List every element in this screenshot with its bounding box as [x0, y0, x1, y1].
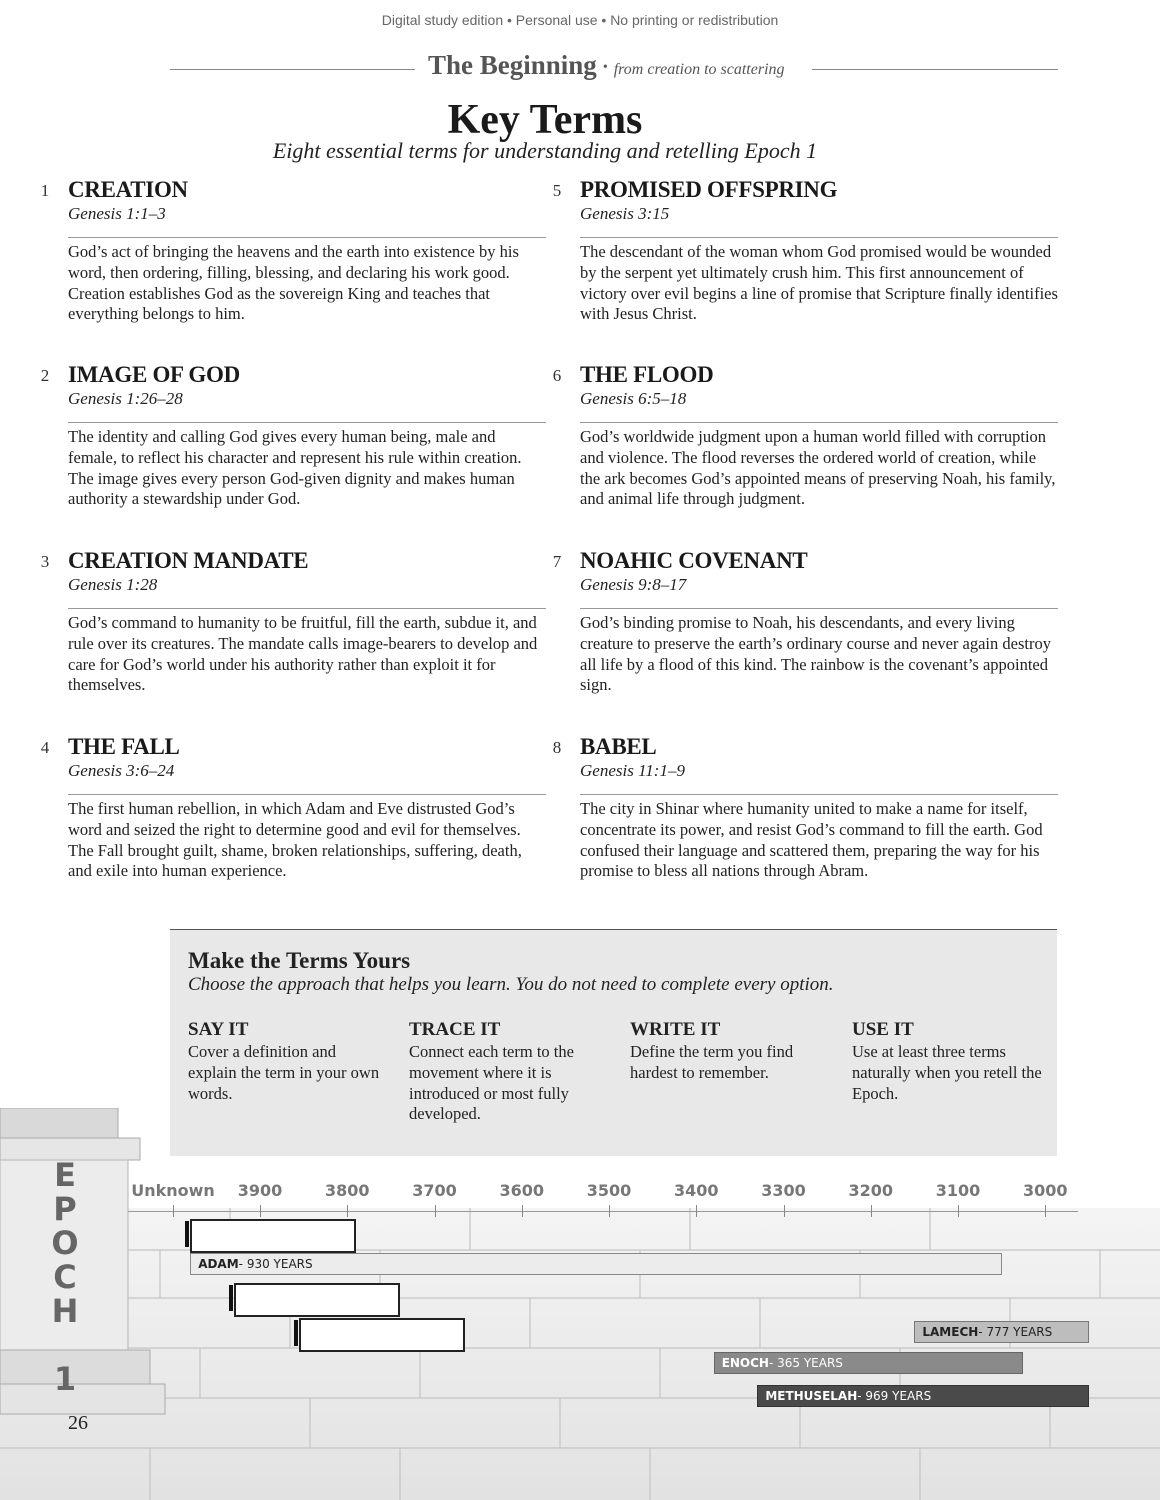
lifespan-name: LAMECH — [922, 1325, 979, 1339]
term-name: BABEL — [580, 734, 657, 759]
panel-subtitle: Choose the approach that helps you learn. You do not need to complete every option. — [188, 974, 834, 995]
option-text: Connect each term to the movement where it is introduced or most fully developed. — [409, 1042, 574, 1124]
term-divider — [580, 237, 1058, 238]
timeline-tick-label: Unknown — [131, 1181, 215, 1200]
term-name: NOAHIC COVENANT — [580, 548, 808, 573]
timeline-tick-label: 3000 — [1022, 1181, 1068, 1200]
term-reference: Genesis 1:28 — [68, 575, 158, 594]
timeline-tick-label: 3500 — [586, 1181, 632, 1200]
timeline-tick — [347, 1205, 348, 1217]
term-name: PROMISED OFFSPRING — [580, 177, 838, 202]
term-divider — [580, 422, 1058, 423]
running-head-subtitle: from creation to scattering — [613, 61, 785, 78]
lifespan-bar-enoch — [714, 1352, 1024, 1374]
running-head-rule-right — [812, 69, 1058, 70]
timeline-tick — [784, 1205, 785, 1217]
lifespan-bar-unlabeled — [234, 1283, 400, 1317]
option-say-it — [188, 1018, 384, 1104]
term-name: THE FLOOD — [580, 362, 714, 387]
timeline-axis — [128, 1211, 1078, 1212]
lifespan-bar-adam — [190, 1253, 1001, 1275]
timeline-tick-label: 3700 — [412, 1181, 457, 1200]
lifespan-name: ADAM — [198, 1257, 239, 1271]
page-title: Key Terms — [447, 97, 643, 143]
option-text: Use at least three terms naturally when you retell the Epoch. — [852, 1042, 1042, 1103]
option-write-it — [630, 1018, 826, 1084]
lifespan-name: ENOCH — [721, 1356, 769, 1370]
option-title: USE IT — [852, 1019, 914, 1040]
lifespan-years: - 365 YEARS — [768, 1356, 843, 1370]
timeline-tick — [435, 1205, 436, 1217]
timeline-tick-label: 3200 — [848, 1181, 894, 1200]
timeline-tick — [609, 1205, 610, 1217]
term-definition: The city in Shinar where humanity united to make a name for itself, concentrate its power, and resist God’s command to fill the earth. God confused their language and scattered them, preparing the way for his promise to bless all nations through Abram. — [580, 799, 1043, 881]
epoch-letter: E — [54, 1156, 76, 1194]
lifespan-start-marker — [294, 1320, 298, 1346]
option-use-it — [852, 1018, 1048, 1104]
term-number: 3 — [40, 552, 50, 571]
lifespan-bar-methuselah — [757, 1385, 1089, 1407]
term-number: 1 — [40, 181, 50, 200]
running-head-title: The Beginning — [428, 50, 597, 80]
term-divider — [68, 237, 546, 238]
option-title: SAY IT — [188, 1019, 249, 1040]
timeline-tick — [958, 1205, 959, 1217]
term-reference: Genesis 3:15 — [580, 204, 670, 223]
epoch-letter: O — [51, 1224, 79, 1262]
epoch-letter: C — [53, 1258, 77, 1296]
option-text: Define the term you find hardest to remember. — [630, 1042, 794, 1082]
term-divider — [68, 608, 546, 609]
term-number: 7 — [552, 552, 562, 571]
term-number: 4 — [40, 738, 50, 757]
term-definition: God’s worldwide judgment upon a human world filled with corruption and violence. The flood reverses the ordered world of creation, while the ark becomes God’s appointed means of preserving Noah, his family, and animal life through judgment. — [580, 427, 1056, 509]
panel-title: Make the Terms Yours — [188, 948, 411, 973]
term-name: CREATION MANDATE — [68, 548, 309, 573]
term-reference: Genesis 9:8–17 — [580, 575, 687, 594]
usage-notice: Digital study edition • Personal use • No printing or redistribution — [381, 12, 779, 28]
timeline-tick-label: 3300 — [761, 1181, 806, 1200]
lifespan-years: - 969 YEARS — [857, 1389, 932, 1403]
term-number: 2 — [40, 366, 50, 385]
lifespan-timeline — [0, 1175, 1160, 1415]
lifespan-years: - 930 YEARS — [238, 1257, 313, 1271]
term-reference: Genesis 11:1–9 — [580, 761, 685, 780]
timeline-tick — [871, 1205, 872, 1217]
lifespan-start-marker — [229, 1285, 233, 1311]
running-head-bullet: • — [602, 60, 608, 75]
timeline-tick-label: 3600 — [499, 1181, 545, 1200]
lifespan-start-marker — [185, 1221, 189, 1247]
term-reference: Genesis 1:1–3 — [68, 204, 166, 223]
lifespan-bar-unlabeled — [190, 1219, 356, 1253]
term-definition: The first human rebellion, in which Adam and Eve distrusted God’s word and seized the right to determine good and evil for themselves. The Fall brought guilt, shame, broken relationships, suffering, death, and exile into human experience. — [68, 799, 522, 881]
term-image-of-god — [40, 362, 546, 510]
term-creation — [40, 177, 546, 325]
term-noahic-covenant — [552, 548, 1058, 696]
option-trace-it — [409, 1018, 605, 1125]
epoch-letter: H — [51, 1292, 79, 1330]
option-text: Cover a definition and explain the term in your own words. — [188, 1042, 380, 1103]
term-divider — [580, 794, 1058, 795]
term-definition: God’s act of bringing the heavens and the earth into existence by his word, then ordering, filling, blessing, and declaring his work good. Creation establishes God as the sovereign King and teaches that everything belongs to him. — [68, 242, 519, 324]
term-name: CREATION — [68, 177, 188, 202]
page-subtitle: Eight essential terms for understanding and retelling Epoch 1 — [272, 138, 818, 163]
option-title: WRITE IT — [630, 1019, 721, 1040]
term-divider — [68, 794, 546, 795]
term-definition: The identity and calling God gives every human being, male and female, to reflect his character and represent his rule within creation. The image gives every person God-given dignity and makes human authority a stewardship under God. — [68, 427, 522, 509]
make-terms-yours-panel — [170, 929, 1057, 1156]
term-reference: Genesis 3:6–24 — [68, 761, 175, 780]
timeline-tick — [696, 1205, 697, 1217]
timeline-tick-label: 3400 — [673, 1181, 719, 1200]
term-definition: God’s binding promise to Noah, his descendants, and every living creature to preserve the earth’s ordinary course and never again destroy all life by a flood of this kind. The rainbow is the covenant’s appointed sign. — [580, 613, 1051, 695]
term-creation-mandate — [40, 548, 546, 696]
timeline-tick — [173, 1205, 174, 1217]
lifespan-bar-unlabeled — [299, 1318, 465, 1352]
term-the-fall — [40, 734, 546, 882]
lifespan-bar-lamech — [914, 1321, 1089, 1343]
term-number: 5 — [552, 181, 562, 200]
option-title: TRACE IT — [409, 1019, 501, 1040]
term-reference: Genesis 1:26–28 — [68, 389, 183, 408]
timeline-tick-label: 3900 — [237, 1181, 283, 1200]
term-name: IMAGE OF GOD — [68, 362, 240, 387]
term-reference: Genesis 6:5–18 — [580, 389, 687, 408]
timeline-tick-label: 3100 — [935, 1181, 981, 1200]
page-number: 26 — [68, 1412, 88, 1434]
term-definition: God’s command to humanity to be fruitful, fill the earth, subdue it, and rule over its creatures. The mandate calls image-bearers to develop and care for God’s world under his authority rather than exploit it for themselves. — [68, 613, 538, 695]
term-divider — [68, 422, 546, 423]
epoch-letter: P — [53, 1190, 77, 1228]
term-definition: The descendant of the woman whom God promised would be wounded by the serpent yet ultimately crush him. This first announcement of victory over evil begins a line of promise that Scripture finally identifies with Jesus Christ. — [580, 242, 1058, 324]
timeline-tick-label: 3800 — [324, 1181, 370, 1200]
term-promised-offspring — [552, 177, 1058, 325]
term-name: THE FALL — [68, 734, 180, 759]
timeline-tick — [260, 1205, 261, 1217]
running-head — [170, 50, 1058, 86]
timeline-tick — [522, 1205, 523, 1217]
term-babel — [552, 734, 1058, 882]
term-divider — [580, 608, 1058, 609]
epoch-number: 1 — [53, 1360, 77, 1398]
term-number: 8 — [552, 738, 562, 757]
term-the-flood — [552, 362, 1058, 510]
term-number: 6 — [552, 366, 562, 385]
timeline-tick — [1045, 1205, 1046, 1217]
lifespan-years: - 777 YEARS — [978, 1325, 1053, 1339]
lifespan-name: METHUSELAH — [765, 1389, 858, 1403]
running-head-text — [428, 50, 785, 81]
running-head-rule-left — [170, 69, 415, 70]
